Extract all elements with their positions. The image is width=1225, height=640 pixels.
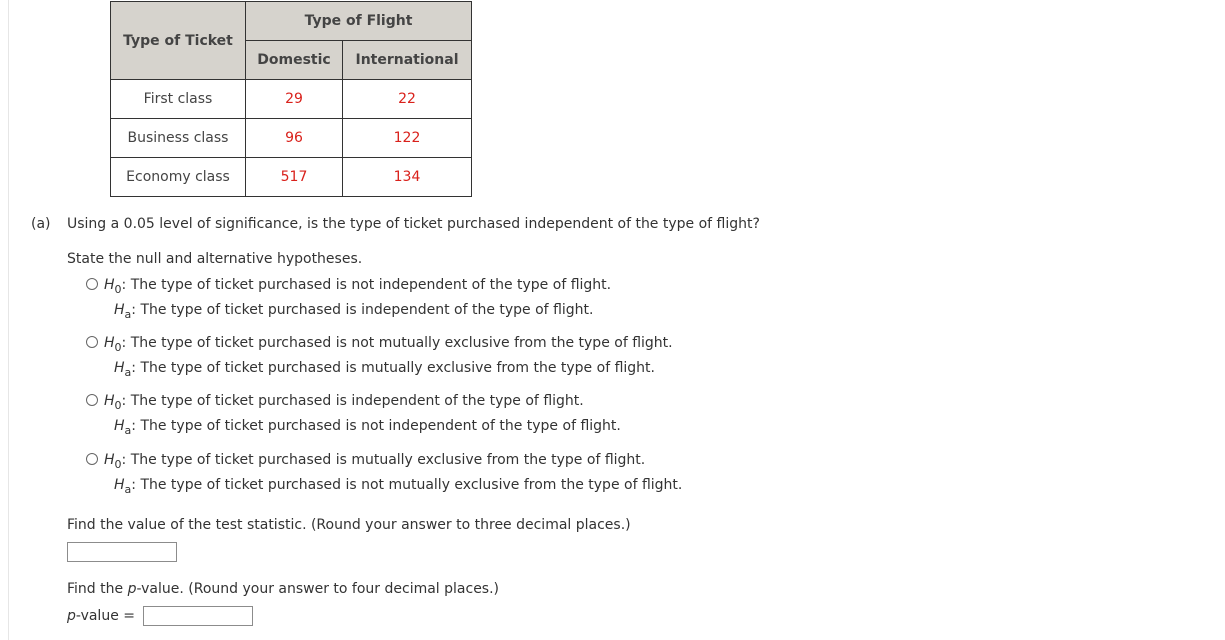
table-cell: 517 [246, 158, 343, 197]
row-label-business-class: Business class [111, 119, 246, 158]
table-cell: 134 [343, 158, 472, 197]
radio-button-option-2[interactable] [86, 336, 98, 348]
hypothesis-option-4[interactable] [86, 448, 682, 498]
part-a-question [31, 216, 760, 232]
row-label-first-class: First class [111, 80, 246, 119]
h-symbol: H [114, 360, 125, 376]
null-hypothesis-text: : The type of ticket purchased is not mutually exclusive from the type of flight. [121, 335, 673, 351]
question-text: Using a 0.05 level of significance, is the type of ticket purchased independent of the type of flight? [67, 216, 760, 232]
pvalue-prompt-pre: Find the [67, 581, 128, 597]
null-subscript: 0 [114, 458, 122, 471]
null-hypothesis-text: : The type of ticket purchased is mutually exclusive from the type of flight. [121, 452, 646, 468]
ticket-type-header: Type of Ticket [111, 2, 246, 80]
pvalue-label-rest: -value = [75, 608, 135, 624]
alt-hypothesis-text: : The type of ticket purchased is mutually exclusive from the type of flight. [131, 360, 655, 376]
h-symbol: H [114, 477, 125, 493]
pvalue-label [67, 608, 135, 624]
alt-hypothesis-text: : The type of ticket purchased is independent of the type of flight. [131, 302, 594, 318]
null-subscript: 0 [114, 283, 122, 296]
h-symbol: H [114, 418, 125, 434]
table-cell: 96 [246, 119, 343, 158]
hypothesis-option-3[interactable] [86, 389, 621, 439]
hypotheses-prompt: State the null and alternative hypotheses. [67, 251, 363, 267]
radio-button-option-3[interactable] [86, 394, 98, 406]
alt-hypothesis-text: : The type of ticket purchased is not independent of the type of flight. [131, 418, 621, 434]
null-hypothesis-text: : The type of ticket purchased is independent of the type of flight. [121, 393, 584, 409]
alt-subscript: a [124, 308, 132, 321]
table-cell: 122 [343, 119, 472, 158]
alt-subscript: a [124, 483, 132, 496]
alt-subscript: a [124, 424, 132, 437]
pvalue-prompt-post: -value. (Round your answer to four decimal places.) [136, 581, 500, 597]
h-symbol: H [104, 277, 115, 293]
radio-button-option-1[interactable] [86, 278, 98, 290]
null-subscript: 0 [114, 341, 122, 354]
pvalue-prompt [67, 581, 499, 597]
column-header-international: International [343, 41, 472, 80]
part-letter: (a) [31, 216, 51, 232]
table-cell: 22 [343, 80, 472, 119]
radio-button-option-4[interactable] [86, 453, 98, 465]
h-symbol: H [114, 302, 125, 318]
h-symbol: H [104, 393, 115, 409]
null-hypothesis-text: : The type of ticket purchased is not independent of the type of flight. [121, 277, 612, 293]
alt-hypothesis-text: : The type of ticket purchased is not mutually exclusive from the type of flight. [131, 477, 683, 493]
test-statistic-prompt: Find the value of the test statistic. (Round your answer to three decimal places.) [67, 517, 631, 533]
pvalue-label-p: p [67, 608, 76, 624]
contingency-table [110, 1, 472, 197]
hypothesis-option-1[interactable] [86, 273, 611, 323]
h-symbol: H [104, 335, 115, 351]
column-header-domestic: Domestic [246, 41, 343, 80]
pvalue-prompt-p: p [127, 581, 137, 597]
h-symbol: H [104, 452, 115, 468]
alt-subscript: a [124, 366, 132, 379]
pvalue-input[interactable] [143, 606, 253, 626]
table-cell: 29 [246, 80, 343, 119]
null-subscript: 0 [114, 399, 122, 412]
flight-type-header: Type of Flight [246, 2, 472, 41]
hypothesis-option-2[interactable] [86, 331, 673, 381]
table-row [111, 80, 472, 119]
table-row [111, 158, 472, 197]
left-border [8, 0, 9, 640]
row-label-economy-class: Economy class [111, 158, 246, 197]
table-row [111, 119, 472, 158]
test-statistic-input[interactable] [67, 542, 177, 562]
